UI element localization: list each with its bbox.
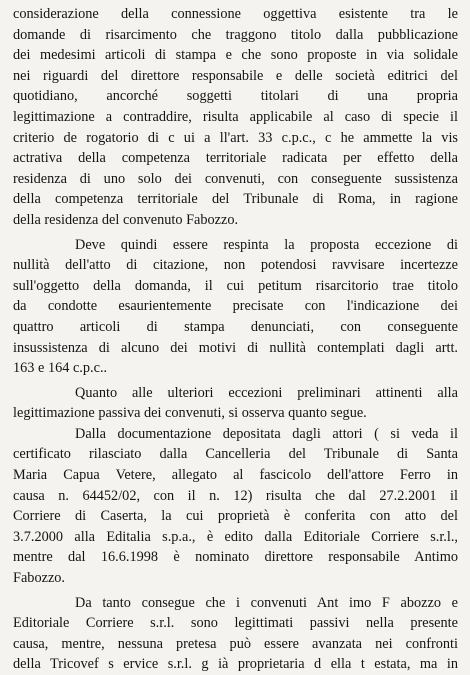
text-line: da condotte esaurientemente precisate con l'indicazione dei [13,298,458,315]
text-line: dei medesimi articoli di stampa e che sono proposte in via solidale [13,47,458,64]
text-line: Deve quindi essere respinta la proposta eccezione di [75,236,458,253]
text-line: sull'oggetto della domanda, il cui petitum risarcitorio trae titolo [13,277,458,294]
text-line: nullità dell'atto di citazione, non potendosi ravvisare incertezze [13,257,458,274]
text-line: Corriere di Caserta, la cui proprietà è conferita con atto del [13,508,458,525]
text-line: legittimazione passiva dei convenuti, si osserva quanto segue. [13,405,367,422]
text-line: certificato rilasciato dalla Cancelleria del Tribunale di Santa [13,446,458,463]
paragraph [13,593,458,675]
paragraph [13,235,458,379]
text-line: Maria Capua Vetere, allegato al fascicolo dell'attore Ferro in [13,467,458,484]
text-line: residenza di uno solo dei convenuti, con conseguente sussistenza [13,170,458,187]
text-line: della residenza del convenuto Fabozzo. [13,211,239,228]
paragraph [13,424,458,589]
text-line: causa n. 64452/02, con il n. 12) risulta che dal 27.2.2001 il [13,487,458,504]
text-line: actrativa della competenza territoriale radicata per effetto della [13,150,458,167]
text-line: 3.7.2000 alla Editalia s.p.a., è edito dalla Editoriale Corriere s.r.l., [13,528,458,545]
text-line: Quanto alle ulteriori eccezioni preliminari attinenti alla [75,384,458,401]
text-line: della competenza territoriale del Tribunale di Roma, in ragione [13,191,458,208]
text-line: considerazione della connessione oggettiva esistente tra le [13,6,458,22]
text-line: 163 e 164 c.p.c.. [13,360,108,377]
text-line: della Tricovef s ervice s.r.l. g ià proprietaria d ella t estata, ma in [13,656,458,673]
paragraph [13,383,458,424]
text-line: quattro articoli di stampa denunciati, con conseguente [13,318,458,335]
text-line: criterio de rogatorio di c ui a ll'art. 33 c.p.c., c he ammette la vis [13,129,458,146]
text-line: quotidiano, ancorché soggetti titolari di una propria [13,88,458,105]
text-line: mentre dal 16.6.1998 è nominato direttore responsabile Antimo [13,549,458,566]
text-line: Da tanto consegue che i convenuti Ant imo F abozzo e [75,594,458,611]
text-line: domande di risarcimento che traggono titolo dalla pubblicazione [13,26,458,43]
text-line: insussistenza di alcuno dei motivi di nullità contemplati dagli artt. [13,339,458,356]
text-line: Dalla documentazione depositata dagli attori ( si veda il [75,425,458,442]
text-line: Fabozzo. [13,570,66,587]
text-line: nei riguardi del direttore responsabile e delle società editrici del [13,67,458,84]
paragraph [13,4,458,231]
text-line: causa, mentre, nessuna pretesa può essere avanzata nei confronti [13,635,458,652]
text-line: Editoriale Corriere s.r.l. sono legittimati passivi nella presente [13,615,458,632]
text-line: legittimazione a contraddire, risulta applicabile al caso di specie il [13,108,458,125]
